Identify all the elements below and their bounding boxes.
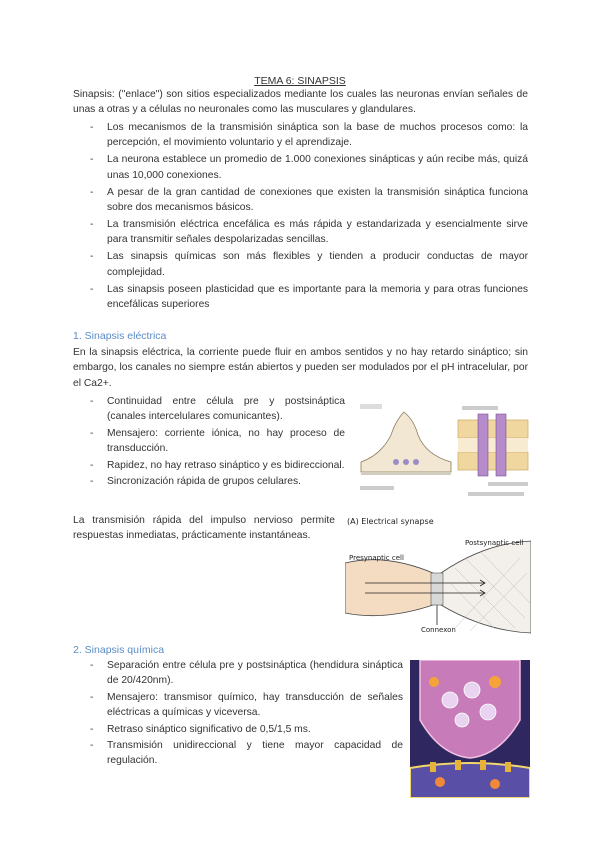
chemical-heading: 2. Sinapsis química [73,644,165,656]
list-item: - A pesar de la gran cantidad de conexiones que existen la transmisión sináptica funciona sobre dos mecanismos básicos. [73,185,528,216]
electrical-heading: 1. Sinapsis eléctrica [73,330,167,342]
list-item: - Continuidad entre célula pre y postsináptica (canales intercelulares comunicantes). [73,394,345,425]
electrical-intro: En la sinapsis eléctrica, la corriente puede fluir en ambos sentidos y no hay retardo sináptico; sin embargo, los canales no siempre están abiertos y pueden ser modulados por el pH intracelular, por el Ca2+. [73,347,528,389]
electrical-synapse-figure [345,513,531,635]
chemical-bullet-list [73,658,403,770]
list-item: - Rapidez, no hay retraso sináptico y es bidireccional. [73,458,345,473]
presynaptic-label: Presynaptic cell [349,554,404,562]
list-item: - Transmisión unidireccional y tiene mayor capacidad de regulación. [73,738,403,769]
list-item: - Mensajero: transmisor químico, hay transducción de señales eléctricas a químicas y viceversa. [73,690,403,721]
electrical-closing: La transmisión rápida del impulso nervioso permite respuestas inmediatas, prácticamente instantáneas. [73,515,335,542]
list-item: - Retraso sináptico significativo de 0,5/1,5 ms. [73,722,403,737]
chemical-synapse-figure [410,660,530,798]
connexon-label: Connexon [421,626,456,634]
list-item: - Sincronización rápida de grupos celulares. [73,474,345,489]
list-item: - Las sinapsis químicas son más flexibles y tienden a producir conductas de mayor complejidad. [73,249,528,280]
main-bullet-list [73,120,528,314]
intro-paragraph: Sinapsis: ("enlace") son sitios especializados mediante los cuales las neuronas envían señales de unas a otras y a células no neuronales como las musculares y glandulares. [73,89,528,116]
list-item: - Los mecanismos de la transmisión sináptica son la base de muchos procesos como: la percepción, el movimiento voluntario y el aprendizaje. [73,120,528,151]
gap-junction-figure [356,400,531,500]
diagram-title: (A) Electrical synapse [347,517,434,526]
electrical-bullet-list [73,394,345,490]
list-item: - Mensajero: corriente iónica, no hay proceso de transducción. [73,426,345,457]
postsynaptic-label: Postsynaptic cell [465,539,524,547]
list-item: - La transmisión eléctrica encefálica es más rápida y estandarizada y esencialmente sirve para transmitir señales despolarizadas sencillas. [73,217,528,248]
list-item: - La neurona establece un promedio de 1.000 conexiones sinápticas y aún recibe más, quizá unas 10,000 conexiones. [73,152,528,183]
list-item: - Las sinapsis poseen plasticidad que es importante para la memoria y para otras funciones encefálicas superiores [73,282,528,313]
list-item: - Separación entre célula pre y postsináptica (hendidura sináptica de 20/420nm). [73,658,403,689]
page-title: TEMA 6: SINAPSIS [254,75,346,87]
